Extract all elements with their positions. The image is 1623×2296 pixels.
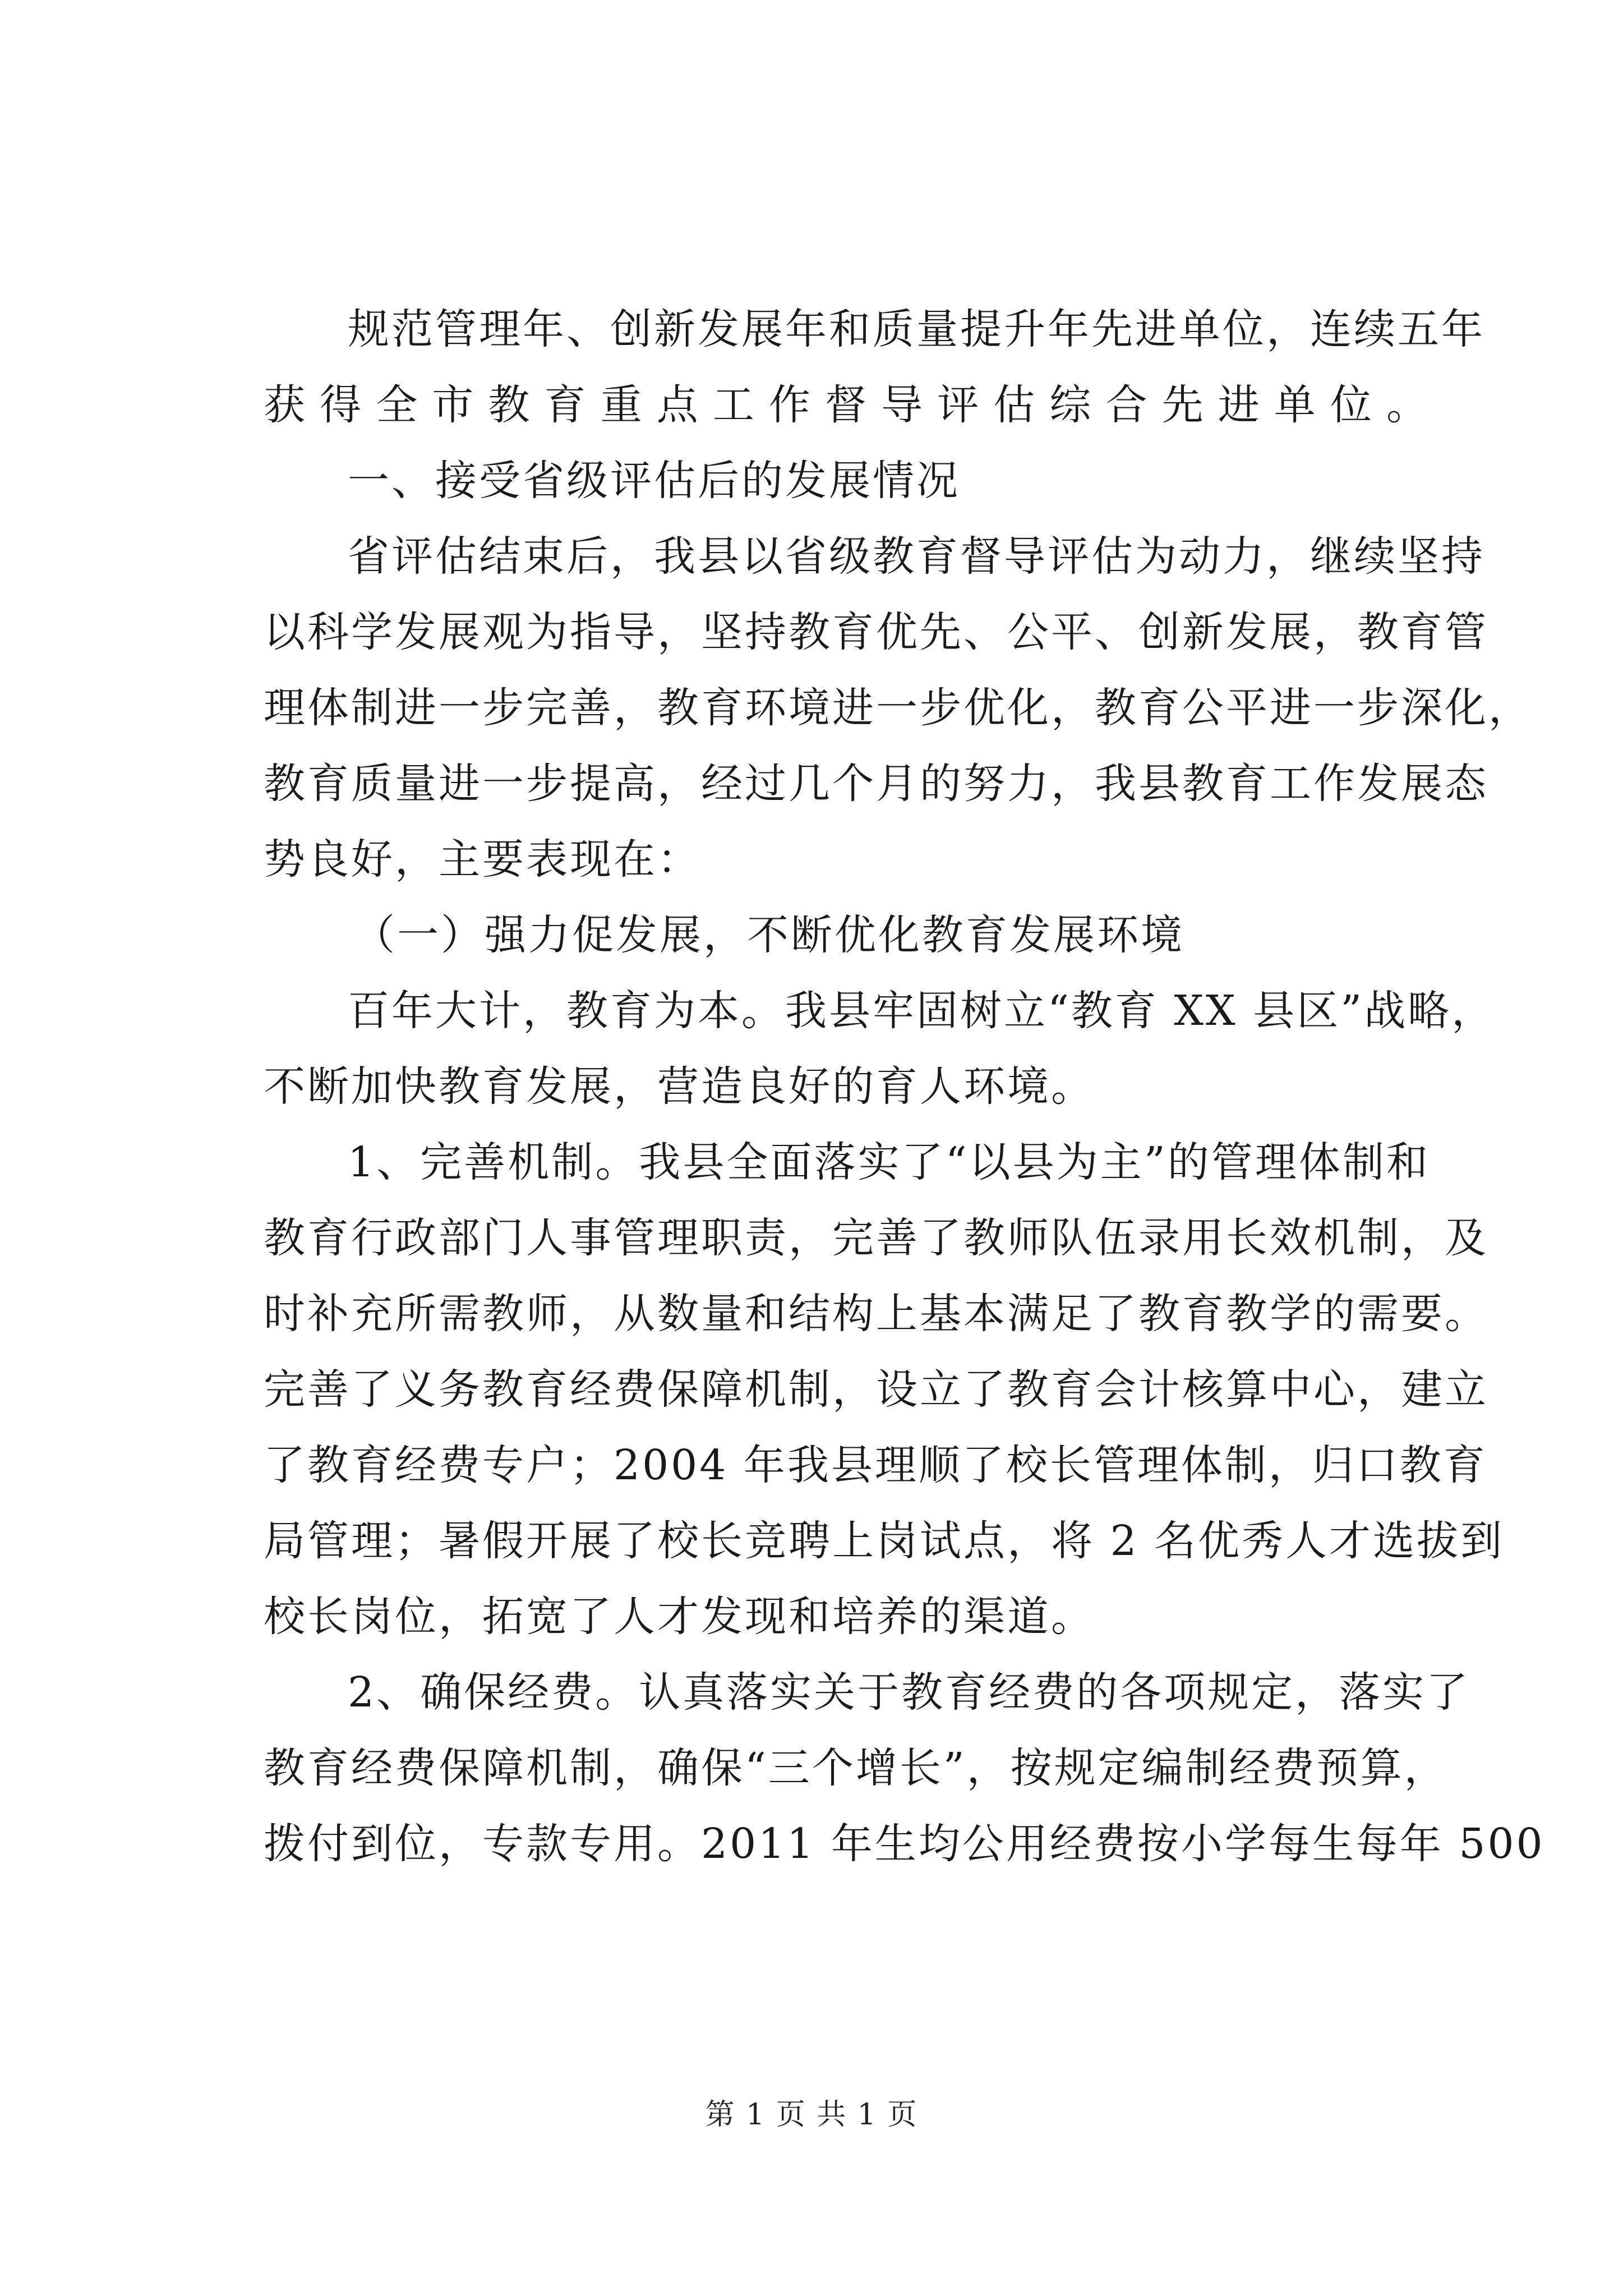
paragraph-line: 势良好，主要表现在： [264, 835, 701, 884]
paragraph-line: 规范管理年、创新发展年和质量提升年先进单位，连续五年 [348, 305, 1485, 353]
paragraph-line: 时补充所需教师，从数量和结构上基本满足了教育教学的需要。 [264, 1290, 1488, 1338]
paragraph-line: 以科学发展观为指导，坚持教育优先、公平、创新发展，教育管 [264, 608, 1488, 656]
paragraph-line: 局管理；暑假开展了校长竞聘上岗试点，将 2 名优秀人才选拔到 [264, 1517, 1505, 1565]
paragraph-line: 校长岗位，拓宽了人才发现和培养的渠道。 [264, 1593, 1095, 1641]
paragraph-line: 1、完善机制。我县全面落实了“以县为主”的管理体制和 [348, 1138, 1430, 1186]
paragraph-line: 拨付到位，专款专用。2011 年生均公用经费按小学每生每年 500 [264, 1820, 1545, 1868]
section-heading: 一、接受省级评估后的发展情况 [348, 457, 960, 505]
paragraph-line: 获得全市教育重点工作督导评估综合先进单位。 [264, 381, 1430, 429]
document-body [264, 292, 1545, 1882]
page-number-label: 第 1 页 共 1 页 [705, 2098, 918, 2132]
paragraph-line: 了教育经费专户；2004 年我县理顺了校长管理体制，归口教育 [264, 1441, 1487, 1489]
paragraph-line: 理体制进一步完善，教育环境进一步优化，教育公平进一步深化， [264, 684, 1532, 732]
paragraph-line: 省评估结束后，我县以省级教育督导评估为动力，继续坚持 [348, 532, 1485, 581]
paragraph-line: 百年大计，教育为本。我县牢固树立“教育 XX 县区”战略， [348, 987, 1496, 1035]
page-footer [0, 2098, 1623, 2132]
paragraph-line: 教育行政部门人事管理职责，完善了教师队伍录用长效机制，及 [264, 1214, 1488, 1262]
paragraph-line: 不断加快教育发展，营造良好的育人环境。 [264, 1062, 1095, 1111]
paragraph-line: 完善了义务教育经费保障机制，设立了教育会计核算中心，建立 [264, 1365, 1488, 1414]
paragraph-line: 教育质量进一步提高，经过几个月的努力，我县教育工作发展态 [264, 760, 1488, 808]
subsection-heading: （一）强力促发展，不断优化教育发展环境 [353, 911, 1184, 959]
paragraph-line: 2、确保经费。认真落实关于教育经费的各项规定，落实了 [348, 1668, 1470, 1717]
paragraph-line: 教育经费保障机制，确保“三个增长”，按规定编制经费预算， [264, 1744, 1448, 1792]
